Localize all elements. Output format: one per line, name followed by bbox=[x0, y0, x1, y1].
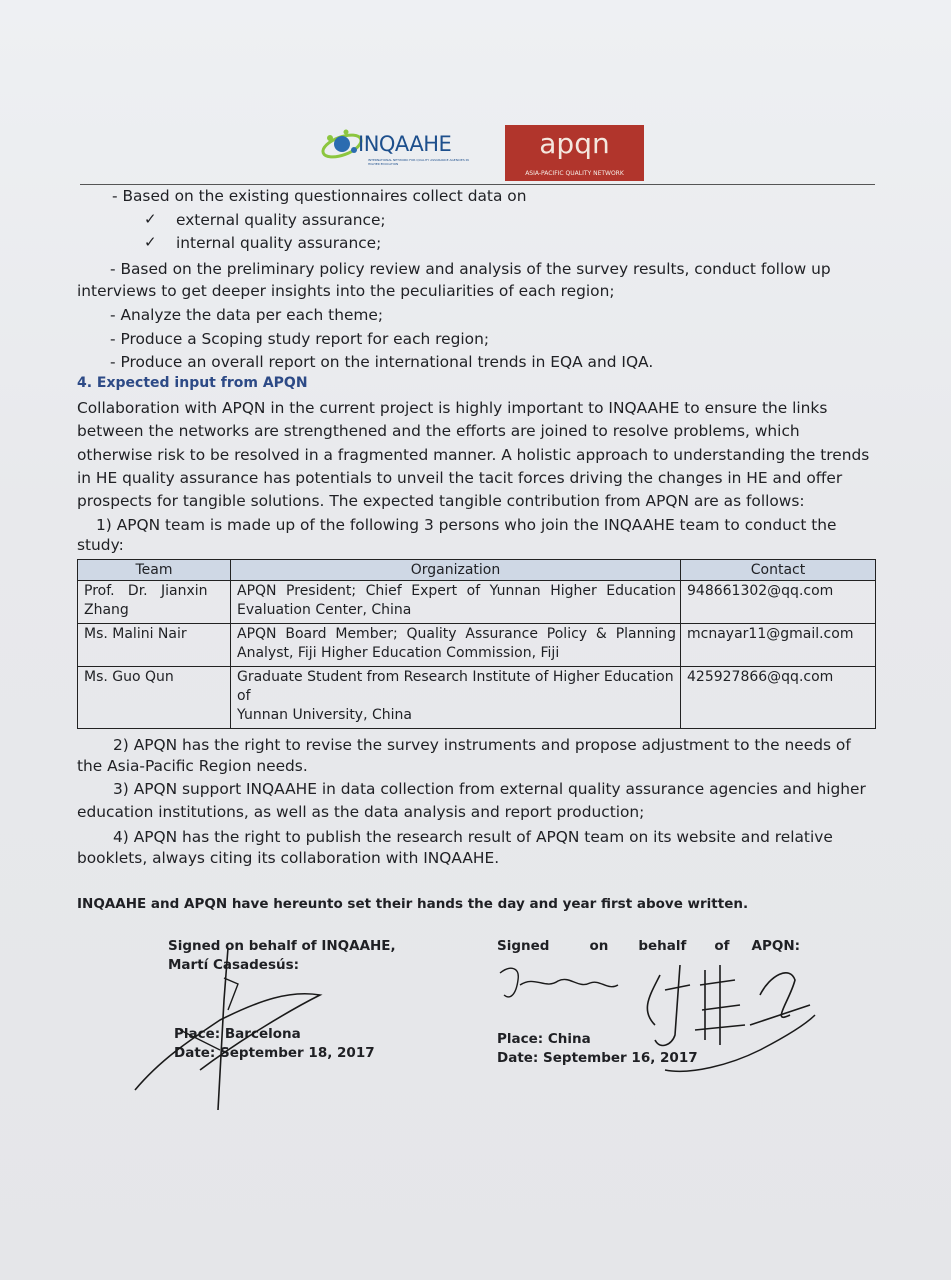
bullet-overall-report: - Produce an overall report on the international trends in EQA and IQA. bbox=[110, 353, 654, 371]
paragraph-line: in HE quality assurance has potentials to unveil the tacit forces driving the changes in HE and offer bbox=[77, 469, 843, 487]
inqaahe-place: Place: Barcelona bbox=[174, 1026, 301, 1042]
inqaahe-date: Date: September 18, 2017 bbox=[174, 1045, 375, 1061]
apqn-logo-tagline: ASIA-PACIFIC QUALITY NETWORK bbox=[525, 170, 624, 177]
inqaahe-signed-on-behalf: Signed on behalf of INQAAHE, bbox=[168, 938, 396, 954]
closing-statement: INQAAHE and APQN have hereunto set their hands the day and year first above written. bbox=[77, 896, 749, 912]
team-name-line: Ms. Guo Qun bbox=[84, 669, 174, 685]
apqn-logo-text: apqn bbox=[539, 127, 610, 160]
check-mark-icon: ✓ bbox=[144, 233, 157, 251]
organization-line: APQN President; Chief Expert of Yunnan Higher Education bbox=[237, 583, 676, 599]
check-item-external: external quality assurance; bbox=[176, 211, 386, 229]
check-item-internal: internal quality assurance; bbox=[176, 234, 382, 252]
inqaahe-globe-icon bbox=[316, 120, 364, 168]
organization-line: Yunnan University, China bbox=[237, 707, 412, 723]
bullet-scoping-report: - Produce a Scoping study report for each region; bbox=[110, 330, 490, 348]
of-word: of bbox=[714, 938, 730, 954]
apqn-place: Place: China bbox=[497, 1031, 591, 1047]
point-1-line-1: 1) APQN team is made up of the following 3 persons who join the INQAAHE team to conduct the bbox=[96, 516, 837, 534]
column-header-organization: Organization bbox=[231, 560, 681, 581]
column-header-contact: Contact bbox=[681, 560, 876, 581]
point-2-line-2: the Asia-Pacific Region needs. bbox=[77, 757, 308, 775]
inqaahe-logo-text: INQAAHE bbox=[358, 132, 452, 156]
organization-line: APQN Board Member; Quality Assurance Policy & Planning bbox=[237, 626, 676, 642]
apqn-signed-on-behalf bbox=[497, 937, 800, 955]
inqaahe-logo-tagline: INTERNATIONAL NETWORK FOR QUALITY ASSURANCE AGENCIES IN HIGHER EDUCATION bbox=[368, 158, 469, 166]
on-word: on bbox=[589, 938, 609, 954]
column-header-team: Team bbox=[78, 560, 231, 581]
paragraph-line: between the networks are strengthened and the efforts are joined to resolve problems, which bbox=[77, 422, 800, 440]
point-4-line-2: booklets, always citing its collaboration with INQAAHE. bbox=[77, 849, 500, 867]
team-cell bbox=[78, 667, 231, 729]
team-cell bbox=[78, 581, 231, 624]
point-3-line-2: education institutions, as well as the data analysis and report production; bbox=[77, 803, 645, 821]
bullet-analyze: - Analyze the data per each theme; bbox=[110, 306, 384, 324]
apqn-handwritten-signature bbox=[490, 955, 820, 1080]
team-name-line: Zhang bbox=[84, 602, 129, 618]
team-name-line: Ms. Malini Nair bbox=[84, 626, 187, 642]
table-row bbox=[78, 667, 876, 729]
apqn-date: Date: September 16, 2017 bbox=[497, 1050, 698, 1066]
organization-line: Analyst, Fiji Higher Education Commission, Fiji bbox=[237, 645, 560, 661]
inqaahe-signatory-name: Martí Casadesús: bbox=[168, 957, 300, 973]
paragraph-line: prospects for tangible solutions. The expected tangible contribution from APQN are as follows: bbox=[77, 492, 805, 510]
point-2-line-1: 2) APQN has the right to revise the survey instruments and propose adjustment to the needs of bbox=[113, 736, 851, 754]
point-3-line-1: 3) APQN support INQAAHE in data collection from external quality assurance agencies and higher bbox=[113, 780, 866, 798]
behalf-word: behalf bbox=[638, 938, 687, 954]
check-mark-icon: ✓ bbox=[144, 210, 157, 228]
header-divider bbox=[80, 184, 875, 185]
organization-cell bbox=[231, 624, 681, 667]
organization-cell bbox=[231, 581, 681, 624]
inqaahe-handwritten-signature bbox=[120, 940, 340, 1120]
point-4-line-1: 4) APQN has the right to publish the research result of APQN team on its website and relative bbox=[113, 828, 833, 846]
paragraph-line: otherwise risk to be resolved in a fragmented manner. A holistic approach to understanding the trends bbox=[77, 446, 870, 464]
organization-line: Graduate Student from Research Institute of Higher Education of bbox=[237, 669, 674, 704]
team-cell bbox=[78, 624, 231, 667]
table-row bbox=[78, 581, 876, 624]
team-table bbox=[77, 559, 876, 729]
organization-cell bbox=[231, 667, 681, 729]
follow-up-line-2: interviews to get deeper insights into the peculiarities of each region; bbox=[77, 282, 615, 300]
contact-cell: mcnayar11@gmail.com bbox=[681, 624, 876, 667]
intro-item: - Based on the existing questionnaires collect data on bbox=[112, 187, 527, 205]
section-heading: 4. Expected input from APQN bbox=[77, 375, 308, 391]
table-header-row bbox=[78, 560, 876, 581]
apqn-logo bbox=[505, 125, 644, 181]
paragraph-line: Collaboration with APQN in the current project is highly important to INQAAHE to ensure the links bbox=[77, 399, 828, 417]
contact-cell: 948661302@qq.com bbox=[681, 581, 876, 624]
apqn-word: APQN: bbox=[751, 938, 801, 954]
point-1-line-2: study: bbox=[77, 536, 124, 554]
team-name-line: Prof. Dr. Jianxin bbox=[84, 583, 208, 599]
organization-line: Evaluation Center, China bbox=[237, 602, 412, 618]
follow-up-line-1: - Based on the preliminary policy review and analysis of the survey results, conduct follow up bbox=[110, 260, 831, 278]
contact-cell: 425927866@qq.com bbox=[681, 667, 876, 729]
signed-word: Signed bbox=[497, 938, 550, 954]
inqaahe-logo bbox=[316, 120, 478, 172]
table-row bbox=[78, 624, 876, 667]
